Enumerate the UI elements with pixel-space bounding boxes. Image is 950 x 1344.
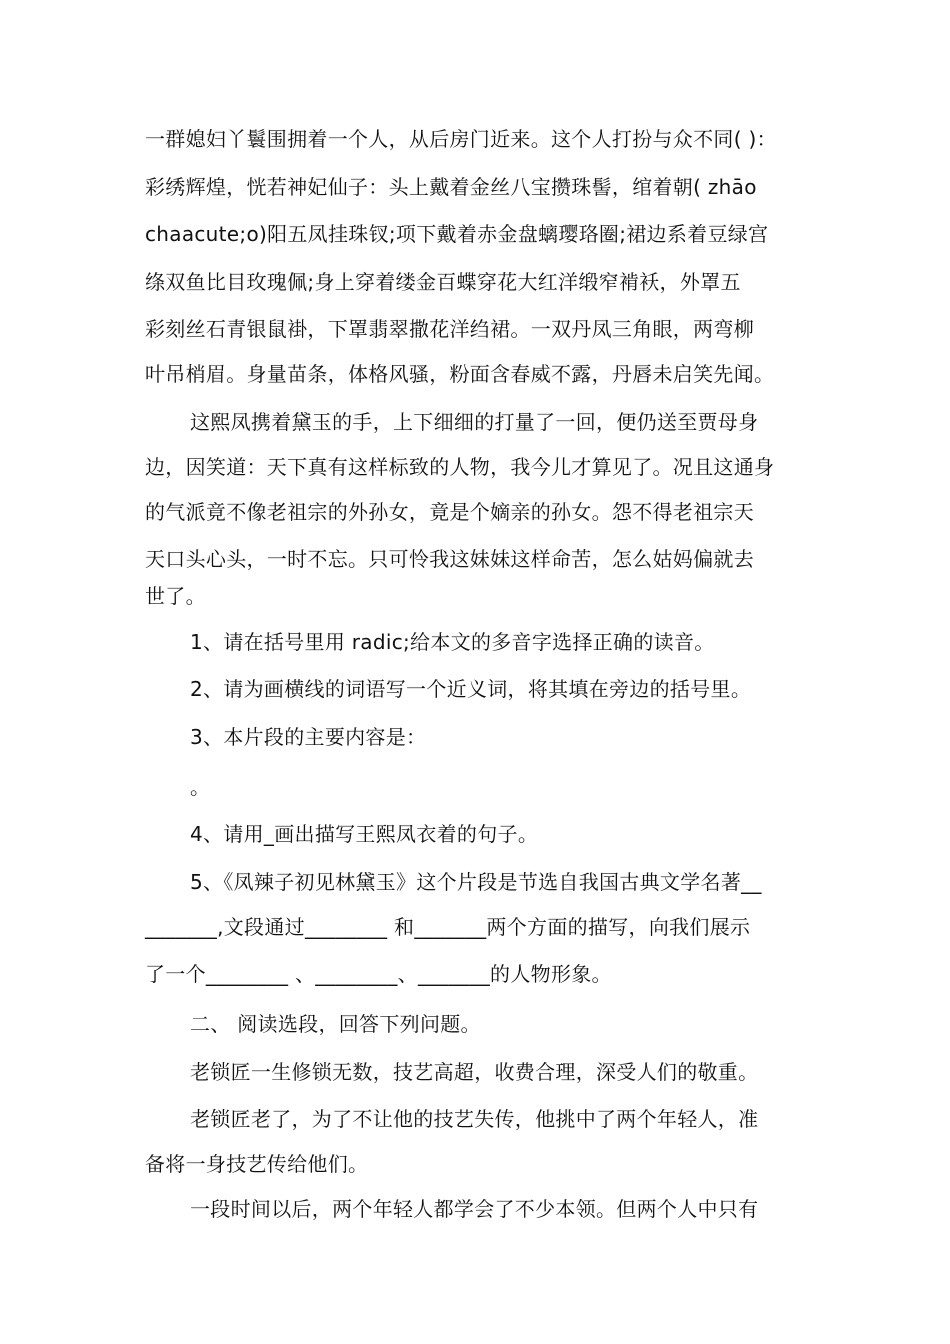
text-line: 一段时间以后，两个年轻人都学会了不少本领。但两个人中只有 — [190, 1197, 759, 1221]
text-line: 这熙凤携着黛玉的手，上下细细的打量了一回，便仍送至贾母身 — [190, 410, 759, 434]
text-line: 一群媳妇丫鬟围拥着一个人，从后房门近来。这个人打扮与众不同( )： — [145, 127, 777, 151]
question-3: 3、本片段的主要内容是： — [190, 725, 427, 749]
question-4: 4、请用_画出描写王熙凤衣着的句子。 — [190, 822, 539, 846]
text-line: 老锁匠一生修锁无数，技艺高超，收费合理，深受人们的敬重。 — [190, 1060, 759, 1084]
text-line: _______,文段通过________ 和_______两个方面的描写，向我们展示 — [145, 915, 751, 939]
text-line: 边，因笑道：天下真有这样标致的人物，我今儿才算见了。况且这通身 — [145, 455, 775, 479]
text-line: 天口头心头，一时不忘。只可怜我这妹妹这样命苦，怎么姑妈偏就去 — [145, 547, 754, 571]
answer-line: 。 — [190, 775, 211, 799]
question-2: 2、请为画横线的词语写一个近义词，将其填在旁边的括号里。 — [190, 677, 752, 701]
text-line: 彩绣辉煌，恍若神妃仙子：头上戴着金丝八宝攒珠髻，绾着朝( zhāo — [145, 175, 757, 199]
text-line: 绦双鱼比目玫瑰佩;身上穿着缕金百蝶穿花大红洋缎窄褃袄，外罩五 — [145, 270, 741, 294]
text-line: 了一个________ 、________、_______的人物形象。 — [145, 962, 612, 986]
text-line: 彩刻丝石青银鼠褂，下罩翡翠撒花洋绉裙。一双丹凤三角眼，两弯柳 — [145, 317, 754, 341]
question-1: 1、请在括号里用 radic;给本文的多音字选择正确的读音。 — [190, 630, 715, 654]
section-heading: 二、 阅读选段，回答下列问题。 — [190, 1012, 481, 1036]
text-line: 备将一身技艺传给他们。 — [145, 1152, 369, 1176]
text-line: chaacute;o)阳五凤挂珠钗;项下戴着赤金盘螭璎珞圈;裙边系着豆绿宫 — [145, 222, 769, 246]
text-line: 叶吊梢眉。身量苗条，体格风骚，粉面含春威不露，丹唇未启笑先闻。 — [145, 362, 775, 386]
text-line: 的气派竟不像老祖宗的外孙女，竟是个嫡亲的孙女。怨不得老祖宗天 — [145, 500, 754, 524]
text-line: 世了。 — [145, 584, 206, 608]
question-5: 5、《凤辣子初见林黛玉》这个片段是节选自我国古典文学名著__ — [190, 870, 762, 894]
text-line: 老锁匠老了，为了不让他的技艺失传，他挑中了两个年轻人，准 — [190, 1107, 759, 1131]
